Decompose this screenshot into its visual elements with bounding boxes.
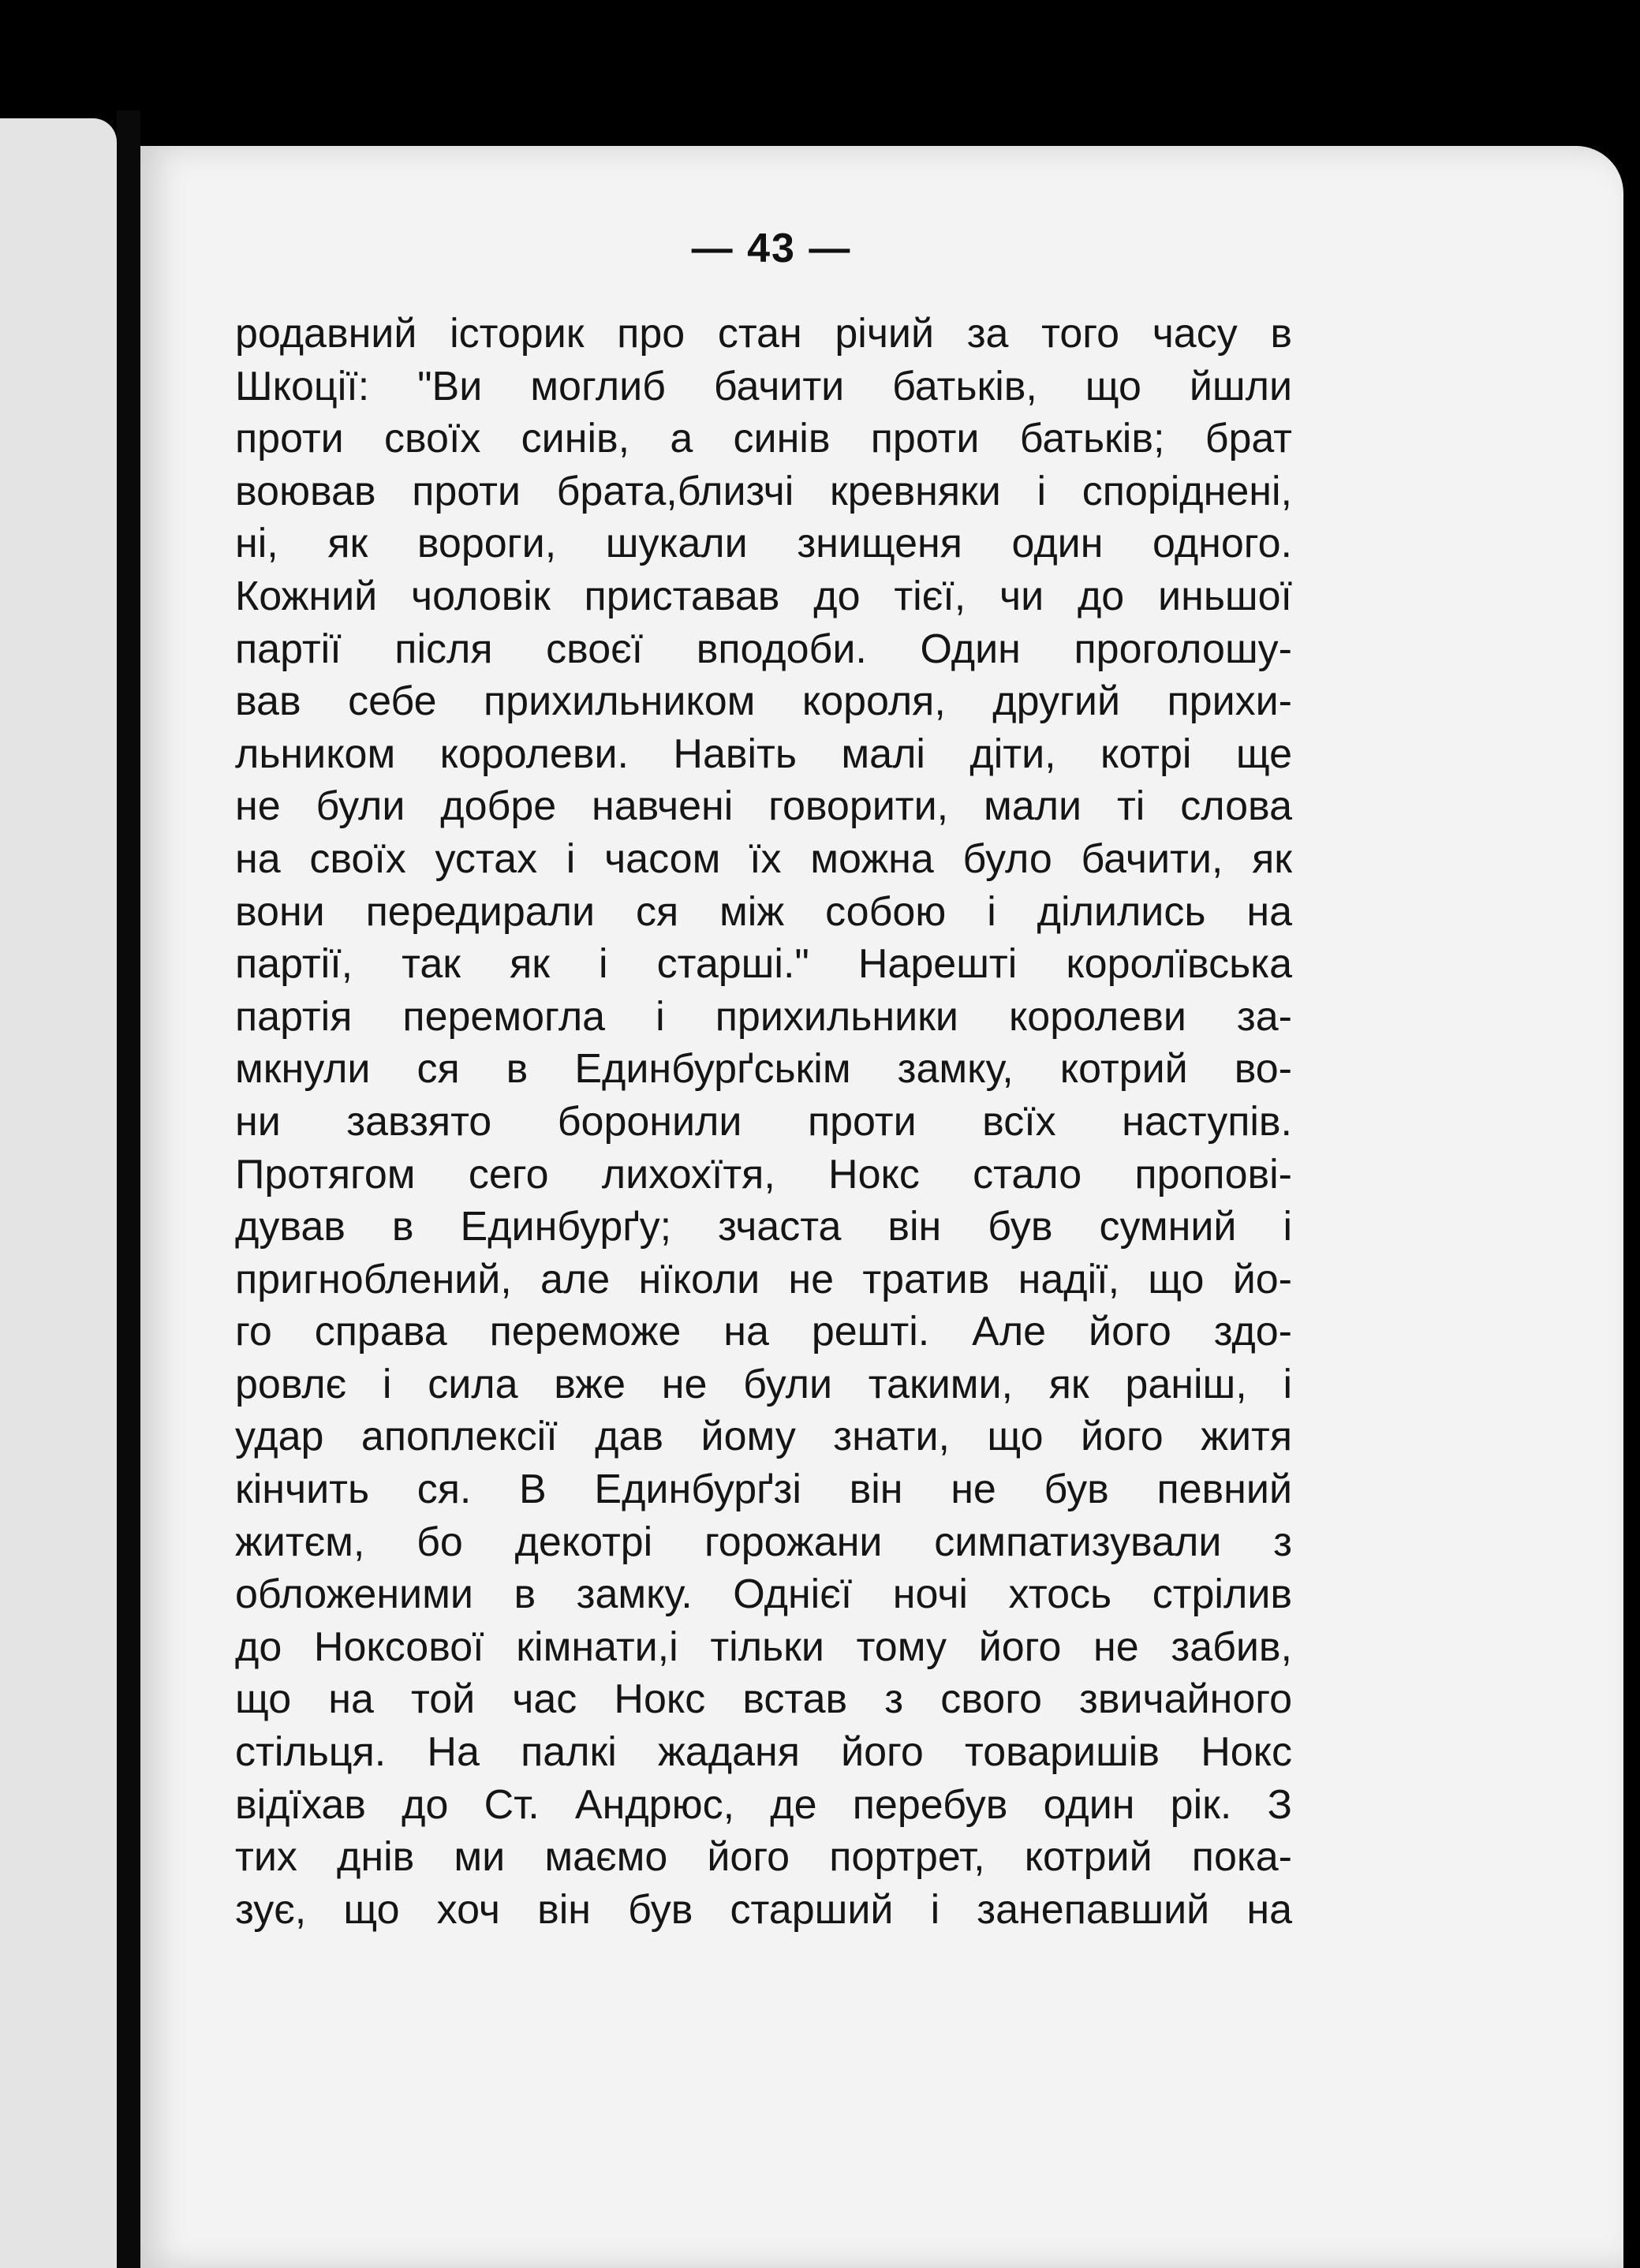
text-line: не були добре навчені говорити, мали ті слова [235,783,1292,830]
text-line: тих днів ми маємо його портрет, котрий пока- [235,1834,1292,1881]
text-line: проти своїх синів, а синів проти батьків; брат [235,416,1292,462]
body-text [235,308,1292,1936]
text-line: партії, так як і старші." Нарешті королївська [235,941,1292,988]
text-line: Кожний чоловік приставав до тієї, чи до иньшої [235,573,1292,619]
text-line: ні, як вороги, шукали знищеня один одного. [235,521,1292,567]
text-line: Шкоції: "Ви моглиб бачити батьків, що йшли [235,363,1292,409]
text-line: ровлє і сила вже не були такими, як раніш, і [235,1361,1292,1407]
text-line: вав себе прихильником короля, другий прихи- [235,678,1292,725]
right-page [140,146,1623,2268]
text-line: вони передирали ся між собою і ділились на [235,888,1292,935]
text-line: відїхав до Ст. Андрюс, де перебув один рік. З [235,1781,1292,1828]
text-line: кінчить ся. В Единбурґзі він не був певний [235,1467,1292,1513]
text-line: житєм, бо декотрі горожани симпатизували з [235,1519,1292,1565]
left-page-edge [0,118,117,2268]
text-line: льником королеви. Навіть малі діти, котрі ще [235,730,1292,777]
text-line: партія перемогла і прихильники королеви за- [235,993,1292,1040]
book-gutter [117,110,140,2268]
text-line: родавний історик про стан річий за того часу в [235,311,1292,357]
text-line: мкнули ся в Единбурґськім замку, котрий во- [235,1046,1292,1093]
text-line: Протягом сего лихохїтя, Нокс стало пропові- [235,1151,1292,1198]
text-line: пригноблений, але нїколи не тратив надії, що йо- [235,1256,1292,1302]
page-number: — 43 — [691,226,852,271]
text-line: партії після своєї вподоби. Один проголошу- [235,626,1292,672]
text-line: го справа переможе на решті. Але його здо- [235,1309,1292,1355]
text-line: ни завзято боронили проти всїх наступів. [235,1098,1292,1145]
text-line: удар апоплексії дав йому знати, що його житя [235,1414,1292,1460]
text-line: зує, що хоч він був старший і занепавший на [235,1886,1292,1933]
text-line: на своїх устах і часом їх можна було бачити, як [235,835,1292,882]
text-line: дував в Единбурґу; зчаста він був сумний і [235,1204,1292,1250]
text-line: воював проти брата,близчі кревняки і споріднені, [235,468,1292,514]
text-line: що на той час Нокс встав з свого звичайного [235,1676,1292,1723]
text-line: стільця. На палкі жаданя його товаришів Нокс [235,1729,1292,1776]
text-line: обложеними в замку. Однієї ночі хтось стрілив [235,1571,1292,1618]
text-line: до Ноксової кімнати,і тільки тому його не забив, [235,1623,1292,1670]
